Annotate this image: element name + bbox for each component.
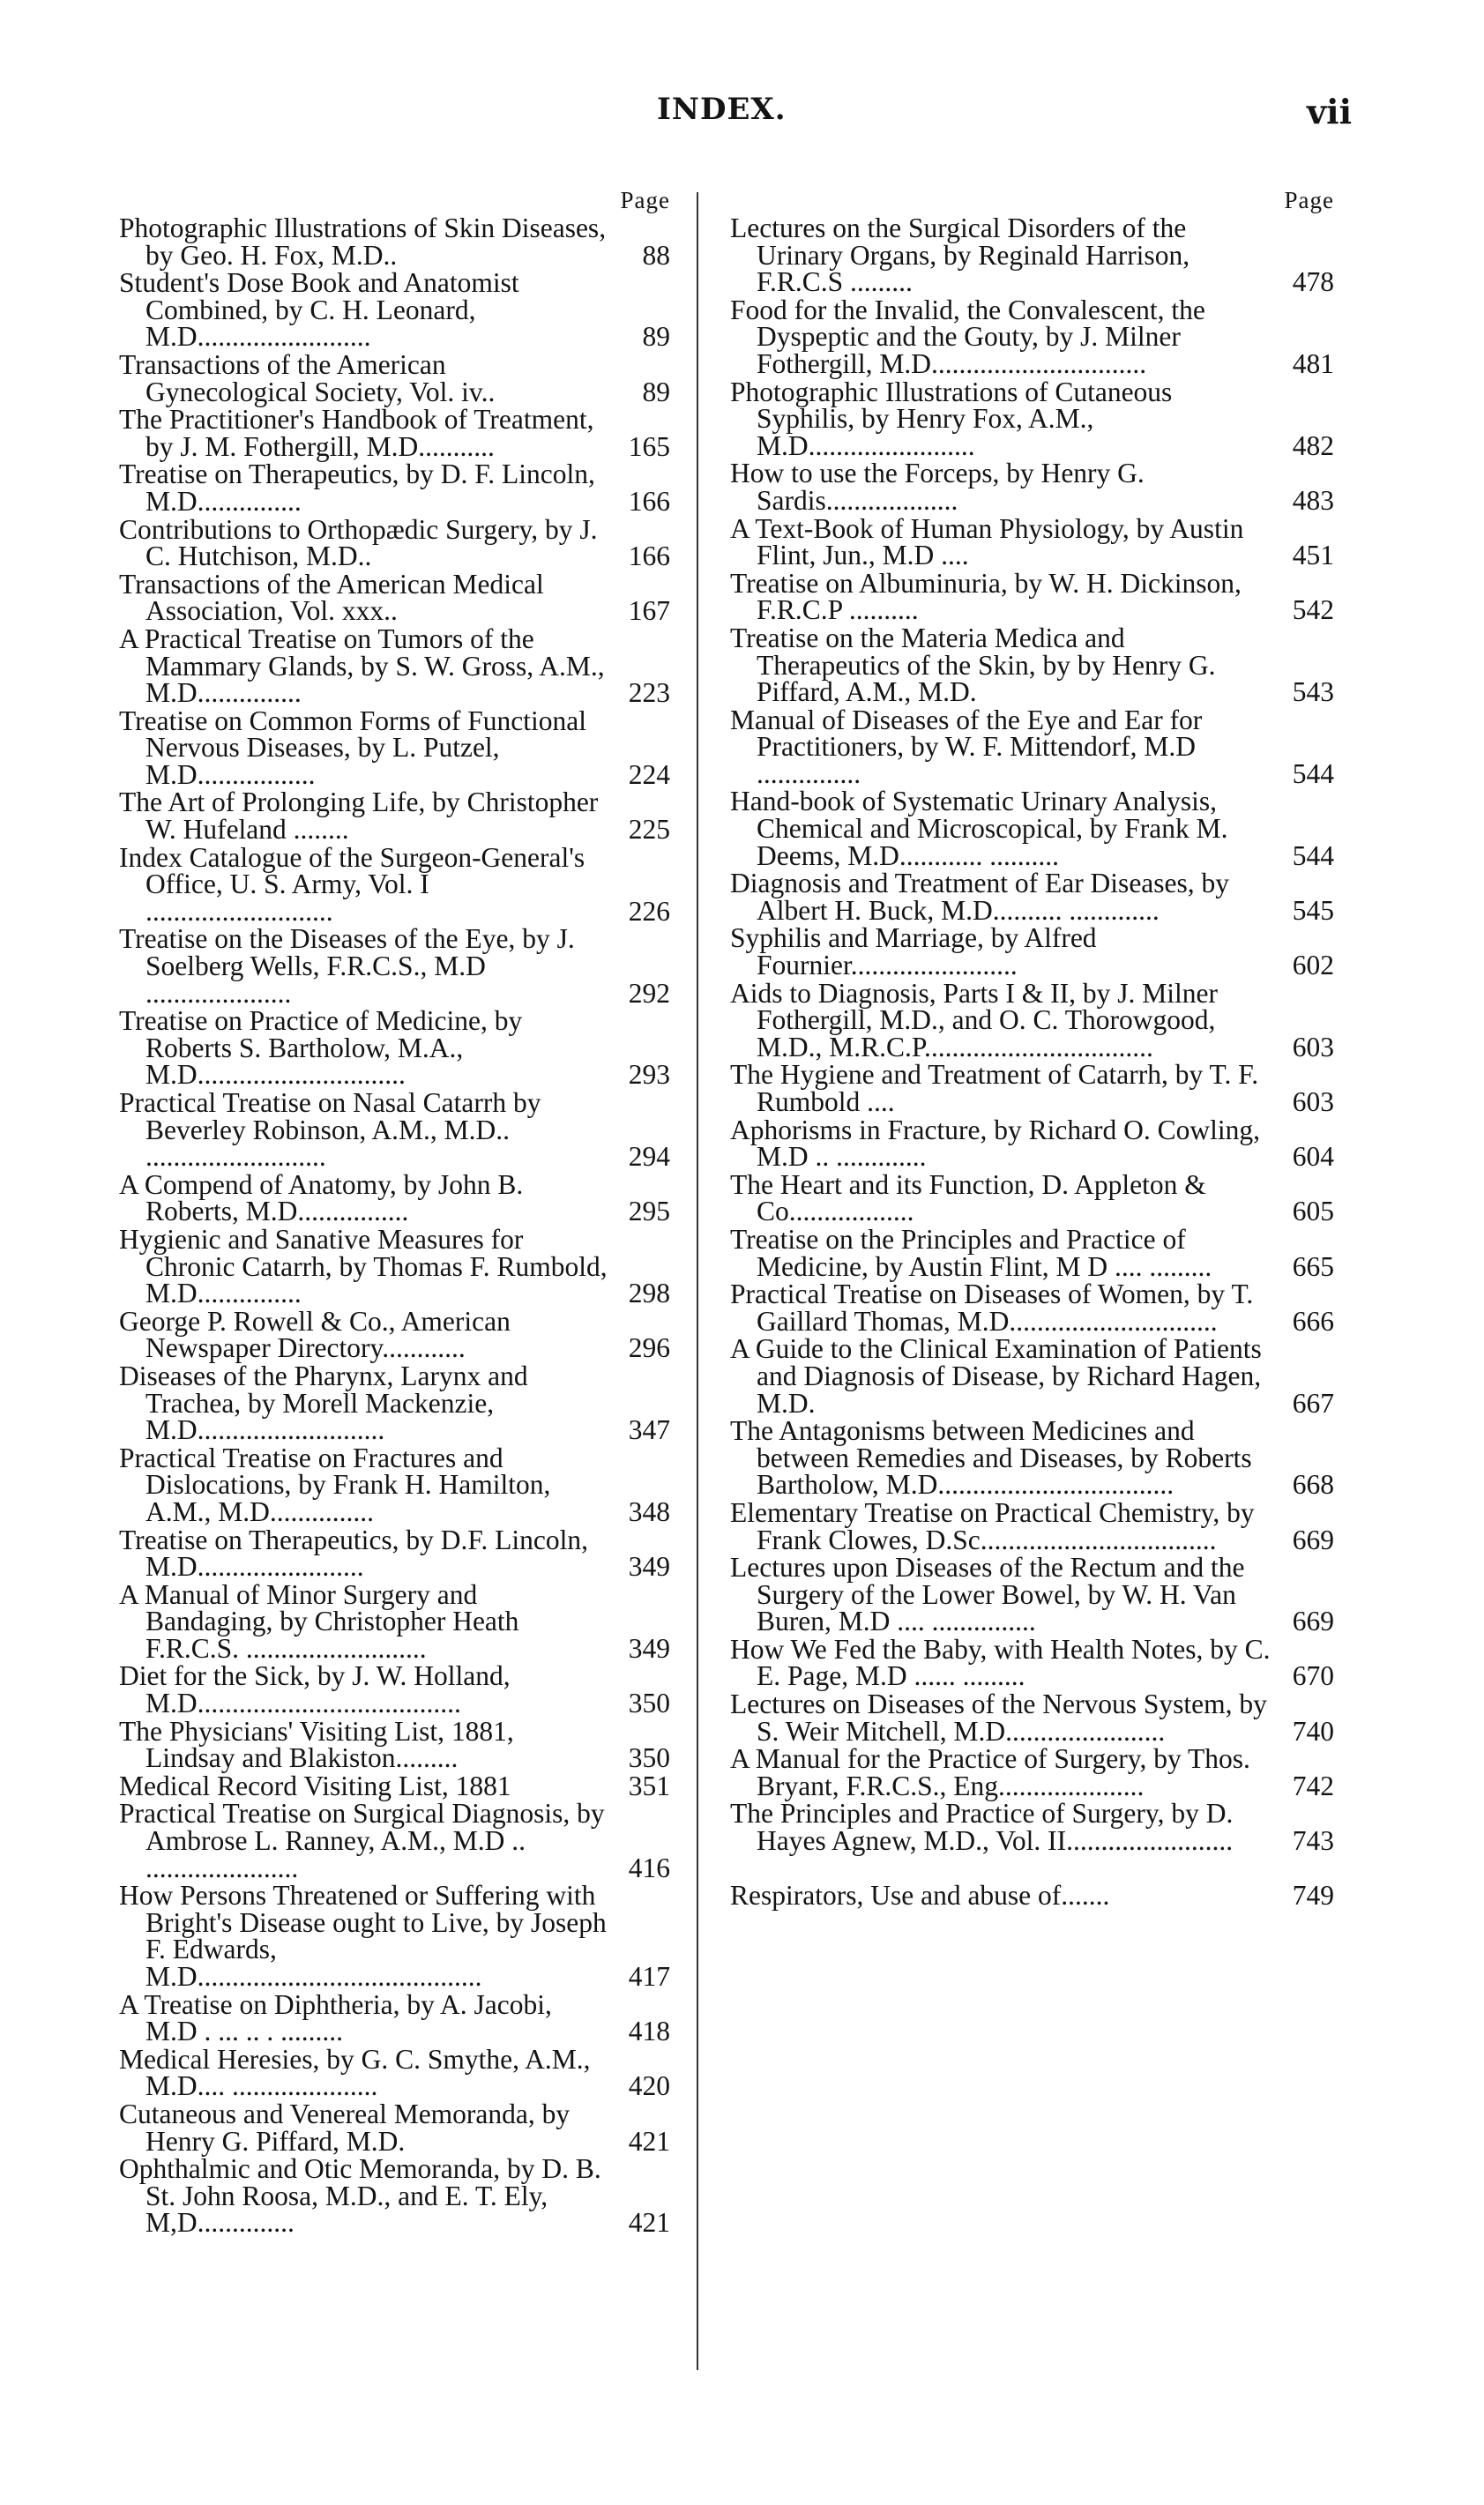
index-entry-title: Treatise on the Materia Medica and Therapeutics of the Skin, by by Henry G. Piffard, A.M., M.D. [730,622,1216,708]
index-entry-title: Elementary Treatise on Practical Chemistry, by Frank Clowes, D.Sc.................................. [730,1496,1255,1555]
index-entry [119,406,670,460]
index-entry [119,1882,670,1990]
index-entry-page: 605 [1292,1196,1334,1227]
index-entry-page: 421 [628,2207,670,2239]
index-entry-title: Diseases of the Pharynx, Larynx and Trachea, by Morell Mackenzie, M.D........................... [119,1360,528,1446]
index-entry [730,294,1334,379]
index-entry [730,1333,1334,1419]
index-entry [119,1660,670,1719]
index-entry-page: 349 [628,1551,670,1583]
index-entry [119,513,670,572]
index-entry [730,212,1334,298]
index-entry-page: 420 [628,2070,670,2102]
index-entry-page: 482 [1292,429,1334,461]
index-entry-page: 666 [1292,1305,1334,1337]
index-entry [730,567,1334,626]
index-entry [119,1988,670,2047]
index-entry [119,568,670,627]
index-entry-page: 740 [1292,1715,1334,1747]
index-entry [730,1633,1334,1692]
index-entry-title: Photographic Illustrations of Cutaneous Syphilis, by Henry Fox, A.M., M.D........................ [730,376,1173,461]
index-entry [730,704,1334,789]
index-entry [119,2098,670,2157]
index-entry-page: 667 [1292,1387,1334,1419]
index-entry-page: 421 [628,2125,670,2157]
index-entry-page: 348 [628,1495,670,1527]
index-entry-title: Transactions of the American Gynecological Society, Vol. iv.. [119,348,496,407]
index-entry [119,623,670,709]
index-entry-title: Treatise on Common Forms of Functional Nervous Diseases, by L. Putzel, M.D................. [119,705,586,790]
index-entry [730,1059,1334,1117]
index-entry [119,212,670,271]
index-entries-right [730,212,1334,1911]
index-entry-title: Hygienic and Sanative Measures for Chronic Catarrh, by Thomas F. Rumbold, M.D............... [119,1223,608,1309]
index-entry-page: 670 [1292,1660,1334,1692]
index-entry-page: 350 [628,1742,670,1774]
index-entry [730,1281,1334,1335]
index-entry-title: Respirators, Use and abuse of....... [730,1879,1110,1911]
index-entry-page: 226 [628,895,670,927]
page-header [0,92,1484,145]
index-entry-page: 295 [628,1196,670,1227]
index-entry-title: Diagnosis and Treatment of Ear Diseases, by Albert H. Buck, M.D.......... ............. [730,868,1230,926]
index-entry [730,622,1334,708]
index-entry-title: Practical Treatise on Surgical Diagnosis, by Ambrose L. Ranney, A.M., M.D .. ...................... [119,1798,605,1883]
index-entry-page: 351 [628,1770,670,1801]
index-entry-title: Treatise on Practice of Medicine, by Roberts S. Bartholow, M.A., M.D.............................. [119,1005,523,1091]
index-entry [730,512,1334,571]
index-entry-title: The Practitioner's Handbook of Treatment, by J. M. Fothergill, M.D........... [119,404,594,462]
index-entry-page: 293 [628,1059,670,1091]
column-divider [697,192,698,2370]
index-entry [119,1442,670,1527]
index-entry-title: A Manual of Minor Surgery and Bandaging, by Christopher Heath F.R.C.S. .......................... [119,1578,519,1664]
index-entry-title: Food for the Invalid, the Convalescent, the Dyspeptic and the Gouty, by J. Milner Fothergill, M.D............................... [730,294,1205,379]
index-entry [730,1496,1334,1555]
index-entry-page: 544 [1292,757,1334,789]
index-entry-page: 292 [628,977,670,1009]
index-entry-page: 669 [1292,1606,1334,1637]
index-entry-title: Medical Heresies, by G. C. Smythe, A.M., M.D.... ..................... [119,2043,591,2102]
index-entry-title: The Antagonisms between Medicines and between Remedies and Diseases, by Roberts Bartholow, M.D.................................. [730,1415,1252,1501]
index-entry [730,1554,1334,1636]
index-entry-title: The Physicians' Visiting List, 1881, Lindsay and Blakiston......... [119,1715,514,1774]
index-entry-title: Lectures on Diseases of the Nervous System, by S. Weir Mitchell, M.D....................... [730,1689,1267,1747]
index-entry-page: 88 [642,239,670,271]
index-entry [119,787,670,846]
index-entry [119,1578,670,1664]
index-entry-page: 742 [1292,1770,1334,1801]
index-entry-page: 603 [1292,1086,1334,1117]
index-entry-page: 418 [628,2016,670,2047]
index-entry [730,1223,1334,1282]
index-entries-left [119,212,670,2239]
index-entry [119,1524,670,1583]
index-column-left [119,185,670,2238]
index-entry [119,1168,670,1227]
index-entry-title: Manual of Diseases of the Eye and Ear for Practitioners, by W. F. Mittendorf, M.D ............... [730,704,1203,789]
column-page-label: Page [1284,187,1334,213]
index-entry-title: Treatise on Albuminuria, by W. H. Dickinson, F.R.C.P .......... [730,567,1242,626]
index-entry-title: Lectures upon Diseases of the Rectum and the Surgery of the Lower Bowel, by W. H. Van Buren, M.D .... ............... [730,1552,1245,1637]
index-entry-page: 604 [1292,1141,1334,1173]
index-entry-page: 543 [1292,676,1334,708]
index-entry-title: Medical Record Visiting List, 1881 [119,1770,511,1801]
index-entry-title: A Manual for the Practice of Surgery, by Thos. Bryant, F.R.C.S., Eng..................... [730,1743,1250,1801]
index-entry-page: 298 [628,1278,670,1309]
index-entry [730,1743,1334,1801]
index-entry-title: The Art of Prolonging Life, by Christopher W. Hufeland ........ [119,787,599,846]
index-entry-page: 483 [1292,484,1334,516]
index-entry [730,1168,1334,1227]
index-entry-title: Treatise on Therapeutics, by D. F. Lincoln, M.D............... [119,459,595,517]
index-entry [119,1715,670,1774]
index-entry-title: Treatise on the Diseases of the Eye, by J. Soelberg Wells, F.R.C.S., M.D ..................... [119,923,575,1009]
index-entry [119,1005,670,1091]
index-entry-page: 451 [1292,540,1334,571]
index-entry [730,460,1334,514]
index-entry-page: 89 [642,321,670,353]
index-entry-title: Cutaneous and Venereal Memoranda, by Henry G. Piffard, M.D. [119,2098,570,2157]
index-entry-page: 89 [642,376,670,407]
index-entry [119,841,670,927]
index-entry [119,1305,670,1364]
index-entry-page: 417 [628,1961,670,1992]
index-entry [730,870,1334,924]
index-entry-title: Treatise on Therapeutics, by D.F. Lincoln, M.D........................ [119,1524,589,1583]
index-column-right [730,185,1334,1910]
index-entry-page: 602 [1292,950,1334,981]
index-entry [119,1800,670,1882]
index-entry-page: 167 [628,595,670,627]
index-entry-title: Aids to Diagnosis, Parts I & II, by J. Milner Fothergill, M.D., and O. C. Thorowgood, M.D., M.R.C.P................................. [730,977,1218,1062]
index-entry [730,788,1334,869]
page-title: INDEX. [657,92,787,127]
index-entry-page: 669 [1292,1524,1334,1555]
index-entry [119,348,670,407]
column-page-label: Page [620,187,670,213]
index-entry-page: 223 [628,677,670,709]
entry-gap [730,1856,1334,1882]
index-entry [730,922,1334,981]
index-entry-page: 668 [1292,1469,1334,1501]
index-entry [119,1360,670,1446]
index-entry-page: 347 [628,1414,670,1446]
index-entry-title: George P. Rowell & Co., American Newspaper Directory............ [119,1305,511,1364]
index-entry-title: A Practical Treatise on Tumors of the Mammary Glands, by S. W. Gross, A.M., M.D............... [119,623,605,709]
index-entry [119,267,670,353]
index-entry-page: 542 [1292,594,1334,626]
index-entry-page: 416 [628,1852,670,1883]
index-entry-title: Practical Treatise on Fractures and Dislocations, by Frank H. Hamilton, A.M., M.D............... [119,1442,551,1527]
index-entry-title: Treatise on the Principles and Practice of Medicine, by Austin Flint, M D .... ......... [730,1223,1212,1282]
index-entry-page: 481 [1292,347,1334,379]
index-entry-title: The Hygiene and Treatment of Catarrh, by T. F. Rumbold .... [730,1059,1259,1117]
index-entry-title: Syphilis and Marriage, by Alfred Fournier........................ [730,922,1097,981]
index-entry-title: Lectures on the Surgical Disorders of the Urinary Organs, by Reginald Harrison, F.R.C.S ......... [730,212,1190,298]
index-entry [730,1114,1334,1173]
index-entry-page: 749 [1292,1879,1334,1911]
index-entry-page: 665 [1292,1250,1334,1282]
index-entry-page: 166 [628,485,670,517]
index-entry [119,2153,670,2239]
index-entry [119,461,670,515]
index-entry-title: Student's Dose Book and Anatomist Combined, by C. H. Leonard, M.D......................... [119,267,519,353]
index-entry-page: 603 [1292,1031,1334,1062]
index-entry [730,1798,1334,1857]
index-entry-title: A Guide to the Clinical Examination of Patients and Diagnosis of Disease, by Richard Hagen, M.D. [730,1333,1262,1419]
index-entry-title: The Principles and Practice of Surgery, by D. Hayes Agnew, M.D., Vol. II........................ [730,1798,1234,1857]
index-entry-title: Index Catalogue of the Surgeon-General's Office, U. S. Army, Vol. I ........................... [119,841,585,927]
index-entry-page: 224 [628,758,670,790]
index-entry-title: A Compend of Anatomy, by John B. Roberts, M.D................ [119,1168,524,1227]
index-entry-page: 165 [628,430,670,462]
index-entry [730,1415,1334,1501]
index-entry-title: Contributions to Orthopædic Surgery, by J. C. Hutchison, M.D.. [119,513,598,572]
index-entry-page: 296 [628,1332,670,1364]
index-entry-page: 225 [628,814,670,846]
index-entry-page: 478 [1292,266,1334,298]
index-entry [119,1223,670,1309]
index-entry-page: 743 [1292,1825,1334,1857]
index-entry [119,923,670,1009]
index-entry-title: The Heart and its Function, D. Appleton & Co.................. [730,1168,1206,1227]
index-entry [730,376,1334,461]
page-number: vii [1307,92,1352,131]
index-entry [730,977,1334,1062]
index-entry-title: Practical Treatise on Nasal Catarrh by Beverley Robinson, A.M., M.D.. .......................... [119,1087,541,1173]
index-entry-page: 545 [1292,894,1334,926]
index-entry [119,1087,670,1173]
index-entry [730,1691,1334,1745]
index-entry-title: Ophthalmic and Otic Memoranda, by D. B. St. John Roosa, M.D., and E. T. Ely, M,D.............. [119,2153,601,2239]
index-entry-title: Aphorisms in Fracture, by Richard O. Cowling, M.D .. ............. [730,1114,1261,1173]
index-entry [119,705,670,790]
index-entry-page: 350 [628,1688,670,1719]
index-entry-page: 349 [628,1632,670,1664]
index-entry [119,1770,670,1801]
index-entry-title: How Persons Threatened or Suffering with Bright's Disease ought to Live, by Joseph F. Edwards, M.D......................................... [119,1880,607,1992]
index-entry-title: How to use the Forceps, by Henry G. Sardis................... [730,458,1145,516]
index-entry-page: 294 [628,1141,670,1173]
index-entry-title: Transactions of the American Medical Association, Vol. xxx.. [119,568,544,627]
index-entry-page: 166 [628,541,670,572]
index-entry [119,2043,670,2102]
index-entry-page: 544 [1292,839,1334,871]
index-entry-title: Hand-book of Systematic Urinary Analysis, Chemical and Microscopical, by Frank M. Deems, M.D............ .......... [730,786,1228,871]
index-entry-title: A Text-Book of Human Physiology, by Austin Flint, Jun., M.D .... [730,512,1244,571]
index-entry-title: Practical Treatise on Diseases of Women, by T. Gaillard Thomas, M.D.............................. [730,1279,1254,1337]
index-entry-title: How We Fed the Baby, with Health Notes, by C. E. Page, M.D ...... ......... [730,1633,1271,1692]
index-entry-title: Photographic Illustrations of Skin Diseases, by Geo. H. Fox, M.D.. [119,212,607,271]
index-entry-title: Diet for the Sick, by J. W. Holland, M.D...................................... [119,1660,511,1719]
index-entry [730,1879,1334,1911]
index-entry-title: A Treatise on Diphtheria, by A. Jacobi, M.D . ... .. . ......... [119,1988,552,2047]
